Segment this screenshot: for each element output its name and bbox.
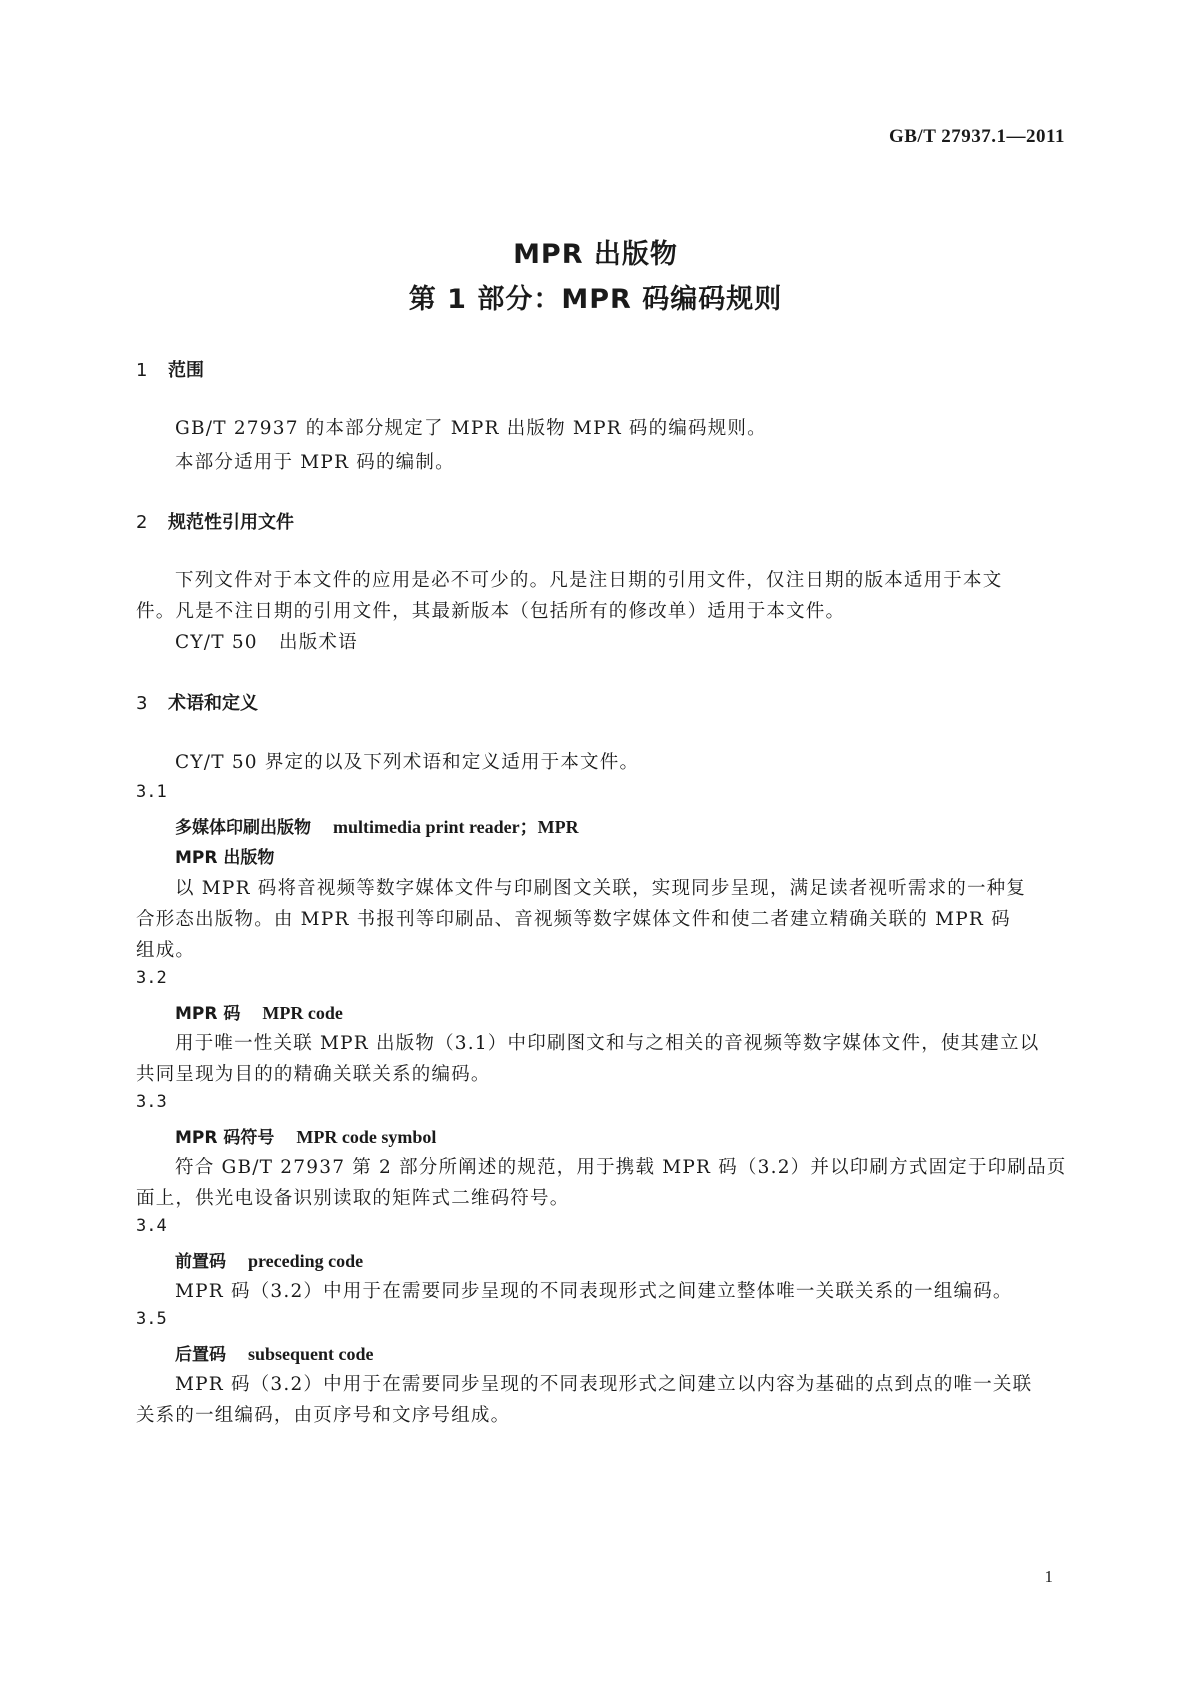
term-number: 3.2 [136,968,167,988]
term-en: preceding code [248,1251,364,1271]
term-heading [175,1340,374,1365]
section-heading-references [136,508,294,534]
definition-line: 共同呈现为目的的精确关联关系的编码。 [136,1064,491,1085]
definition-line: MPR 码（3.2）中用于在需要同步呈现的不同表现形式之间建立以内容为基础的点到点的唯一关联 [175,1374,1033,1395]
paragraph-line: CY/T 50 界定的以及下列术语和定义适用于本文件。 [175,752,640,773]
term-en: multimedia print reader；MPR [333,817,579,837]
term-number: 3.3 [136,1092,167,1112]
section-title: 术语和定义 [168,693,258,714]
definition-line: MPR 码（3.2）中用于在需要同步呈现的不同表现形式之间建立整体唯一关联关系的一组编码。 [175,1281,1013,1302]
section-title: 范围 [168,360,204,381]
term-heading [175,813,579,839]
definition-line: 符合 GB/T 27937 第 2 部分所阐述的规范，用于携载 MPR 码（3.2）并以印刷方式固定于印刷品页 [175,1157,1067,1178]
standard-code: GB/T 27937.1—2011 [888,126,1065,147]
paragraph-line: GB/T 27937 的本部分规定了 MPR 出版物 MPR 码的编码规则。 [175,418,767,439]
definition-line: 用于唯一性关联 MPR 出版物（3.1）中印刷图文和与之相关的音视频等数字媒体文件，使其建立以 [175,1033,1040,1054]
term-en: subsequent code [248,1344,374,1364]
reference-item: CY/T 50 出版术语 [175,632,358,653]
section-title: 规范性引用文件 [168,512,294,533]
page-number: 1 [1044,1567,1053,1586]
term-zh: 前置码 [175,1252,226,1272]
section-number: 2 [136,512,148,533]
term-zh: 后置码 [175,1345,226,1365]
section-number: 3 [136,693,148,714]
section-heading-terms [136,689,258,715]
definition-line: 合形态出版物。由 MPR 书报刊等印刷品、音视频等数字媒体文件和使二者建立精确关联的 MPR 码 [136,909,1011,930]
term-zh: 多媒体印刷出版物 [175,818,311,838]
definition-line: 组成。 [136,940,196,961]
document-subtitle: 第 1 部分：MPR 码编码规则 [408,284,783,315]
term-number: 3.1 [136,782,167,802]
definition-line: 以 MPR 码将音视频等数字媒体文件与印刷图文关联，实现同步呈现，满足读者视听需求的一种复 [175,878,1027,899]
term-zh: MPR 码符号 [175,1128,275,1148]
term-heading [175,1123,436,1148]
term-alternative: MPR 出版物 [175,848,275,868]
term-number: 3.4 [136,1216,167,1236]
term-zh: MPR 码 [175,1004,241,1024]
paragraph-line: 件。凡是不注日期的引用文件，其最新版本（包括所有的修改单）适用于本文件。 [136,601,846,622]
term-en: MPR code symbol [296,1127,437,1147]
definition-line: 关系的一组编码，由页序号和文序号组成。 [136,1405,511,1426]
definition-line: 面上，供光电设备识别读取的矩阵式二维码符号。 [136,1188,570,1209]
section-number: 1 [136,360,148,381]
term-heading [175,999,343,1024]
term-number: 3.5 [136,1309,167,1329]
paragraph-line: 本部分适用于 MPR 码的编制。 [175,452,455,473]
term-heading [175,1247,363,1272]
document-title: MPR 出版物 [513,239,678,270]
section-heading-scope [136,356,204,382]
term-en: MPR code [262,1003,343,1023]
paragraph-line: 下列文件对于本文件的应用是必不可少的。凡是注日期的引用文件，仅注日期的版本适用于本文 [175,570,1003,591]
